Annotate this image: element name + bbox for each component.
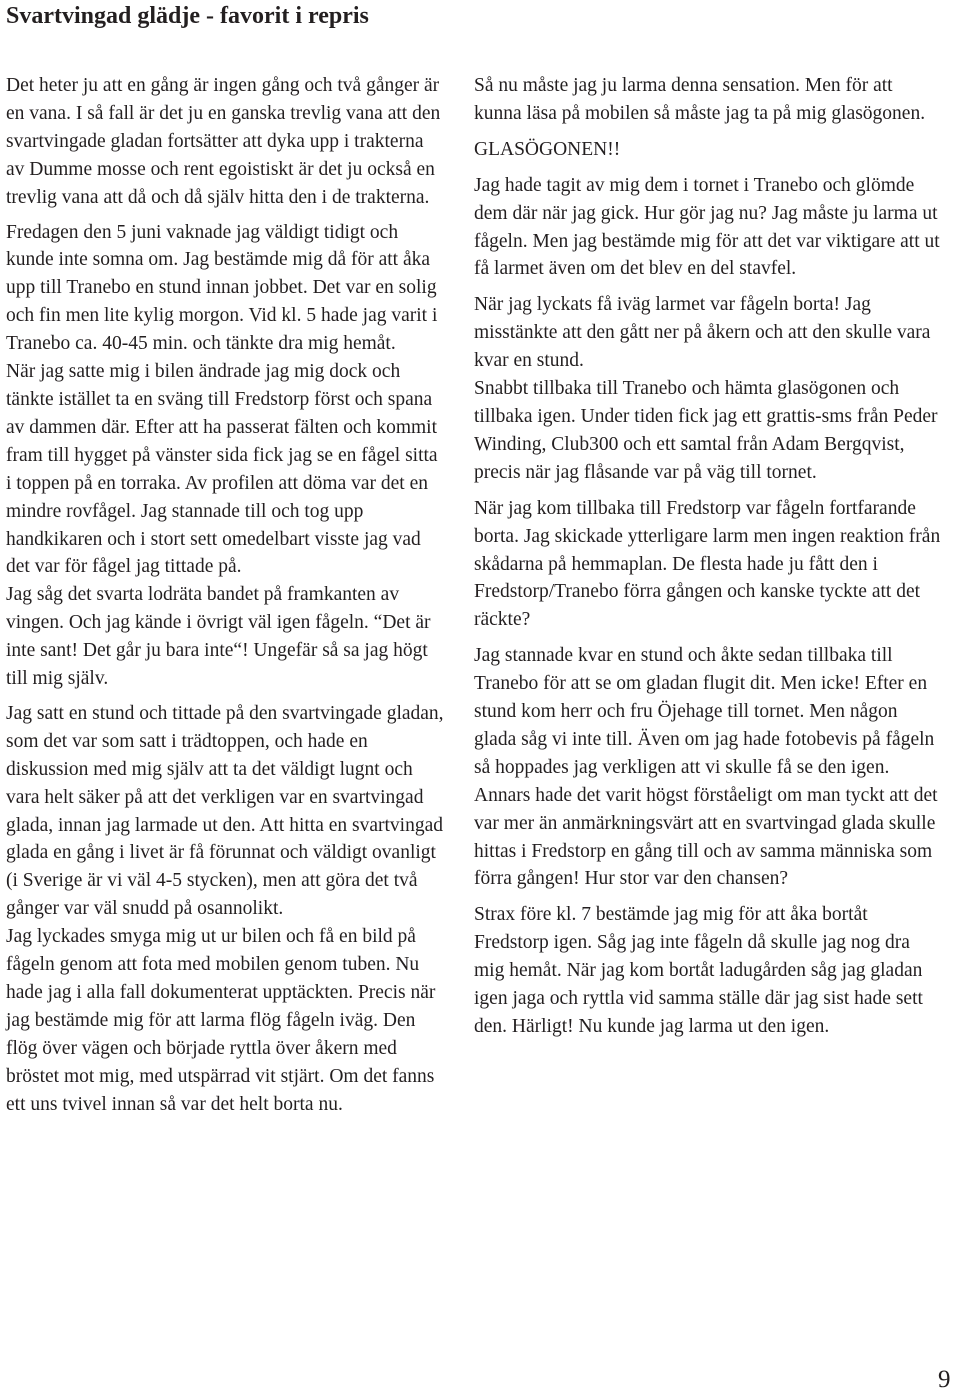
paragraph: När jag satte mig i bilen ändrade jag mig dock och tänkte istället ta en sväng till Fredstorp först och spana av dammen där. Efter att ha passerat fälten och kommit fram till hygget på vänster sida fick jag se en fågel sitta i toppen på en torraka. Av profilen att döma var det en mindre rovfågel. Jag stannade till och tog upp handkikaren och i stort sett omedelbart visste jag vad det var för fågel jag tittade på. — [6, 361, 438, 578]
page-number: 9 — [938, 1366, 951, 1393]
article-title: Svartvingad glädje - favorit i repris — [6, 3, 369, 29]
right-column — [474, 72, 944, 1041]
left-column — [6, 72, 446, 1119]
paragraph: Jag satt en stund och tittade på den svartvingade gladan, som det var som satt i trädtoppen, och hade en diskussion med mig själv att ta det väldigt lugnt och vara helt säker på att det verkligen var en svartvingad glada, innan jag larmade ut den. Att hitta en svartvingad glada en gång i livet är få förunnat och väldigt ovanligt (i Sverige är vi väl 4-5 stycken), men att göra det två gånger var väl snudd på osannolikt. — [6, 702, 444, 920]
paragraph: När jag lyckats få iväg larmet var fågeln borta! Jag misstänkte att den gått ner på åkern och att den skulle vara kvar en stund. — [474, 294, 931, 372]
paragraph: Jag hade tagit av mig dem i tornet i Tranebo och glömde dem där när jag gick. Hur gör jag nu? Jag måste ju larma ut fågeln. Men jag bestämde mig för att det var viktigare att ut få larmet även om det blev en del stavfel. — [474, 174, 940, 280]
paragraph: Jag lyckades smyga mig ut ur bilen och få en bild på fågeln genom att fota med mobilen genom tuben. Nu hade jag i alla fall dokumenterat upptäckten. Precis när jag bestämde mig för att larma flög fågeln iväg. Den flög över vägen och började ryttla över åkern med bröstet mot mig, med utspärrad vit stjärt. Om det fanns ett uns tvivel innan så var det helt borta nu. — [6, 926, 436, 1115]
paragraph: Snabbt tillbaka till Tranebo och hämta glasögonen och tillbaka igen. Under tiden fick jag ett grattis-sms från Peder Winding, Club300 och ett samtal från Adam Bergqvist, precis när jag flåsande var på väg till tornet. — [474, 378, 938, 483]
paragraph: Strax före kl. 7 bestämde jag mig för att åka bortåt Fredstorp igen. Såg jag inte fågeln då skulle jag nog dra mig hemåt. När jag kom bortåt ladugården såg jag gladan igen jaga och ryttla vid samma ställe där jag sist hade sett den. Härligt! Nu kunde jag larma ut den igen. — [474, 904, 923, 1037]
paragraph: Det heter ju att en gång är ingen gång och två gånger är en vana. I så fall är det ju en ganska trevlig vana att den svartvingade gladan fortsätter att dyka upp i trakterna av Dumme mosse och rent egoistiskt är det ju också en trevlig vana att då och då själv hitta den i de trakterna. — [6, 75, 441, 208]
paragraph: När jag kom tillbaka till Fredstorp var fågeln fortfarande borta. Jag skickade ytterligare larm men ingen reaktion från skådarna på hemmaplan. De flesta hade ju fått den i Fredstorp/Tranebo förra gången och kanske tyckte att det räckte? — [474, 497, 941, 631]
paragraph: Fredagen den 5 juni vaknade jag väldigt tidigt och kunde inte somna om. Jag bestämde mig då för att åka upp till Tranebo en stund innan jobbet. Det var en solig och fin men lite kylig morgon. Vid kl. 5 hade jag varit i Tranebo ca. 40-45 min. och tänkte dra mig hemåt. — [6, 221, 438, 355]
paragraph: GLASÖGONEN!! — [474, 138, 621, 160]
paragraph: Så nu måste jag ju larma denna sensation. Men för att kunna läsa på mobilen så måste jag ta på mig glasögonen. — [474, 75, 926, 124]
paragraph: Jag såg det svarta lodräta bandet på framkanten av vingen. Och jag kände i övrigt väl igen fågeln. “Det är inte sant! Det går ju bara inte“! Ungefär så sa jag högt till mig själv. — [6, 584, 431, 690]
paragraph: Jag stannade kvar en stund och åkte sedan tillbaka till Tranebo för att se om gladan flugit dit. Men icke! Efter en stund kom herr och fru Öjehage till tornet. Men någon glada såg vi inte till. Även om jag hade fotobevis på fågeln så hoppades jag verkligen att vi skulle få se den igen. Annars hade det varit högst förståeligt om man tyckt att det var mer än anmärkningsvärt att en svartvingad glada skulle hittas i Fredstorp en gång till och av samma människa som förra gången! Hur stor var den chansen? — [474, 645, 938, 890]
